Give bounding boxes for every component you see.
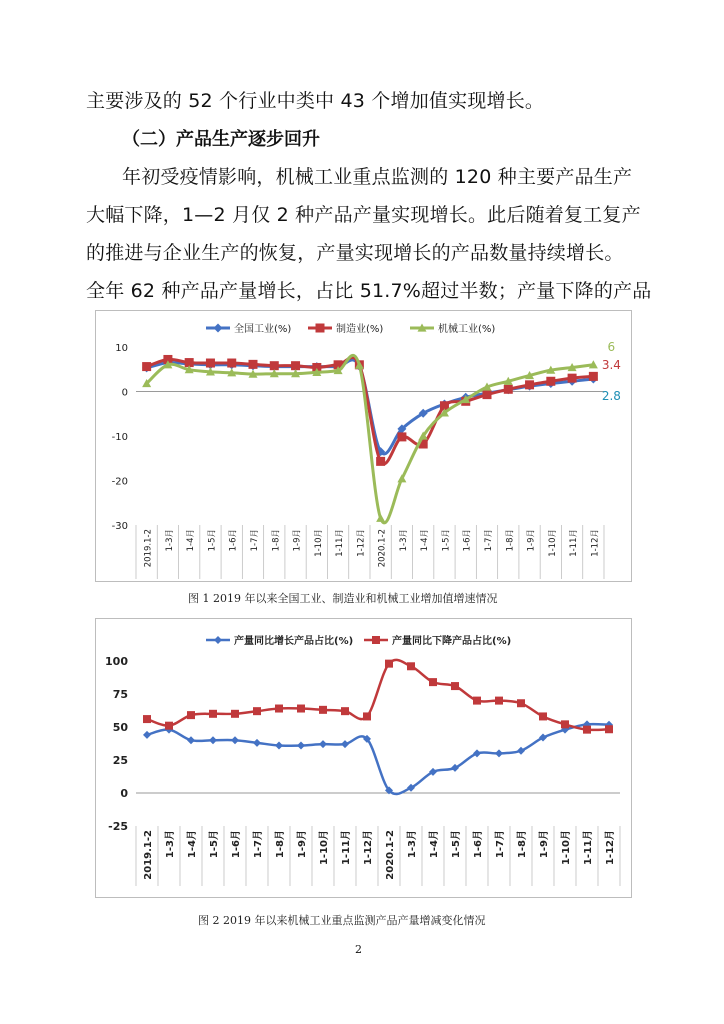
data-point	[376, 457, 385, 466]
x-tick-label: 1-10月	[561, 830, 572, 866]
data-point	[143, 715, 151, 723]
x-tick-label: 1-12月	[590, 529, 601, 557]
data-point	[319, 740, 327, 748]
x-tick-label: 1-4月	[429, 830, 440, 859]
legend-label: 制造业(%)	[336, 324, 384, 335]
data-point	[517, 747, 525, 755]
x-tick-label: 2019.1-2	[143, 529, 154, 568]
data-point	[451, 682, 459, 690]
data-point	[429, 678, 437, 686]
end-value-label: 6	[607, 340, 616, 354]
x-tick-label: 1-10月	[313, 529, 324, 557]
end-value-label: 3.4	[601, 357, 621, 372]
paragraph-line-4: 的推进与企业生产的恢复，产量实现增长的产品数量持续增长。	[86, 242, 624, 264]
data-point	[187, 711, 195, 719]
x-tick-label: 1-6月	[231, 830, 242, 859]
figure-2-chart	[95, 618, 632, 898]
x-tick-label: 1-7月	[250, 529, 260, 552]
data-point	[583, 726, 591, 734]
data-point	[206, 359, 215, 368]
x-tick-label: 1-5月	[451, 830, 462, 859]
series-group	[143, 660, 613, 734]
data-point	[504, 385, 513, 394]
y-tick-label: -30	[111, 521, 128, 532]
x-tick-label: 1-9月	[292, 529, 303, 552]
y-tick-label: 25	[112, 754, 128, 767]
series-group	[143, 720, 613, 794]
y-tick-label: 50	[112, 721, 128, 734]
data-point	[605, 725, 613, 733]
x-tick-label: 1-9月	[297, 830, 308, 859]
x-tick-label: 1-11月	[335, 529, 346, 557]
data-point	[297, 705, 305, 713]
data-point	[249, 360, 258, 369]
data-point	[270, 361, 279, 370]
data-point	[291, 361, 300, 370]
section-heading: （二）产品生产逐步回升	[122, 129, 320, 150]
data-point	[397, 432, 406, 441]
data-point	[253, 739, 261, 747]
y-tick-label: 0	[121, 387, 128, 399]
x-tick-label: 1-8月	[271, 529, 282, 552]
x-tick-label: 1-6月	[228, 529, 239, 552]
x-tick-label: 1-5月	[207, 529, 218, 552]
x-tick-label: 1-11月	[341, 830, 352, 866]
x-tick-label: 1-6月	[473, 830, 484, 859]
x-tick-label: 1-7月	[253, 830, 264, 859]
legend-marker	[214, 636, 222, 644]
x-tick-label: 1-8月	[517, 830, 528, 859]
data-point	[341, 740, 349, 748]
x-tick-label: 1-7月	[484, 529, 494, 552]
data-point	[495, 697, 503, 705]
chart-1-svg	[96, 311, 631, 581]
legend-marker	[316, 324, 325, 333]
data-point	[142, 362, 151, 371]
data-point	[539, 712, 547, 720]
x-tick-label: 1-8月	[275, 830, 286, 859]
data-point	[275, 741, 283, 749]
x-tick-label: 1-5月	[209, 830, 220, 859]
x-tick-label: 1-8月	[505, 529, 516, 552]
data-point	[227, 359, 236, 368]
x-tick-label: 1-10月	[547, 529, 558, 557]
x-tick-label: 1-3月	[164, 529, 175, 552]
legend-label: 全国工业(%)	[234, 324, 292, 335]
data-point	[341, 707, 349, 715]
data-point	[363, 712, 371, 720]
x-tick-label: 2019.1-2	[143, 830, 154, 880]
figure-2-caption: 图 2 2019 年以来机械工业重点监测产品产量增减变化情况	[198, 914, 486, 927]
x-tick-label: 1-10月	[319, 830, 330, 866]
data-point	[525, 380, 534, 389]
legend-label: 产量同比下降产品占比(%)	[392, 636, 512, 647]
x-tick-label: 1-12月	[605, 830, 616, 866]
data-point	[589, 372, 598, 381]
data-point	[231, 710, 239, 718]
paragraph-line-1: 主要涉及的 52 个行业中类中 43 个增加值实现增长。	[86, 90, 545, 112]
figure-1-caption: 图 1 2019 年以来全国工业、制造业和机械工业增加值增速情况	[188, 592, 498, 605]
x-tick-label: 1-7月	[495, 830, 506, 859]
data-point	[231, 736, 239, 744]
legend-label: 机械工业(%)	[438, 324, 496, 335]
data-point	[407, 662, 415, 670]
data-point	[568, 374, 577, 383]
y-tick-label: 0	[120, 787, 128, 800]
data-point	[546, 377, 555, 386]
data-point	[473, 749, 481, 757]
data-point	[297, 741, 305, 749]
data-point	[517, 699, 525, 707]
x-tick-label: 1-11月	[569, 529, 580, 557]
y-tick-label: 100	[105, 655, 128, 668]
x-tick-label: 1-6月	[462, 529, 473, 552]
x-tick-label: 1-3月	[165, 830, 176, 859]
data-point	[376, 514, 385, 522]
y-tick-label: -10	[111, 432, 128, 443]
data-point	[561, 720, 569, 728]
y-tick-label: 10	[115, 343, 128, 354]
data-point	[275, 705, 283, 713]
data-point	[187, 736, 195, 744]
x-tick-label: 1-3月	[407, 830, 418, 859]
data-point	[253, 707, 261, 715]
data-point	[165, 722, 173, 730]
data-point	[209, 736, 217, 744]
data-point	[495, 749, 503, 757]
y-tick-label: -20	[111, 476, 128, 488]
data-point	[483, 390, 492, 399]
data-point	[209, 710, 217, 718]
paragraph-line-2: 年初受疫情影响，机械工业重点监测的 120 种主要产品生产	[122, 166, 633, 188]
x-tick-label: 2020.1-2	[377, 529, 388, 568]
legend-marker	[214, 324, 223, 333]
x-tick-label: 1-3月	[398, 529, 409, 552]
paragraph-line-5: 全年 62 种产品产量增长，占比 51.7%超过半数；产量下降的产品	[86, 280, 652, 302]
data-point	[385, 660, 393, 668]
x-tick-label: 1-4月	[186, 529, 197, 552]
y-tick-label: -25	[108, 820, 128, 833]
y-tick-label: 75	[112, 688, 128, 701]
x-tick-label: 1-4月	[187, 830, 198, 859]
page-number: 2	[355, 943, 362, 956]
x-tick-label: 1-5月	[441, 529, 452, 552]
series-line	[147, 724, 609, 794]
x-tick-label: 1-9月	[526, 529, 537, 552]
x-tick-label: 1-9月	[539, 830, 550, 859]
data-point	[473, 697, 481, 705]
figure-1-chart	[95, 310, 632, 582]
x-tick-label: 1-12月	[356, 529, 367, 557]
chart-2-svg	[96, 619, 631, 897]
x-tick-label: 2020.1-2	[385, 830, 396, 880]
x-tick-label: 1-12月	[363, 830, 374, 866]
legend-marker	[372, 636, 380, 644]
x-tick-label: 1-11月	[583, 830, 594, 866]
data-point	[143, 731, 151, 739]
paragraph-line-3: 大幅下降，1—2 月仅 2 种产品产量实现增长。此后随着复工复产	[86, 204, 641, 226]
legend-label: 产量同比增长产品占比(%)	[234, 636, 354, 647]
data-point	[319, 706, 327, 714]
end-value-label: 2.8	[601, 388, 621, 403]
x-tick-label: 1-4月	[420, 529, 431, 552]
